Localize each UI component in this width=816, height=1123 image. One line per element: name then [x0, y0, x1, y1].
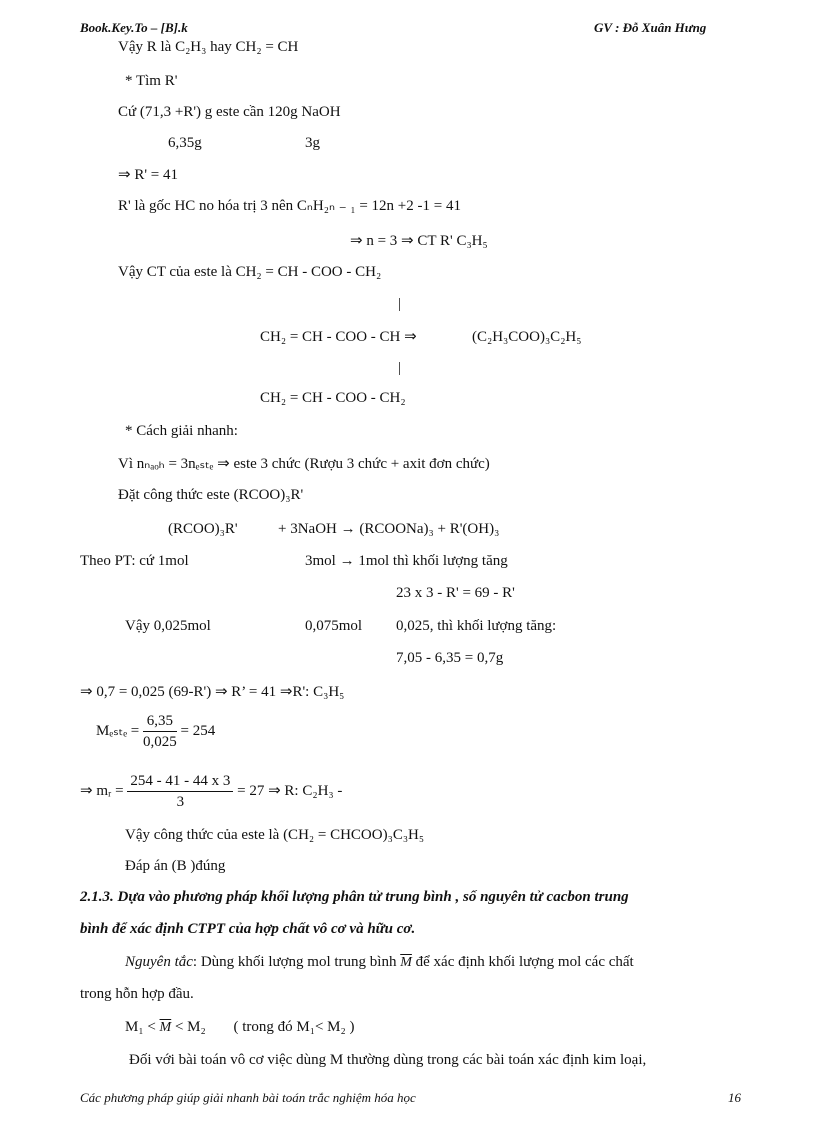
- line-4a: 6,35g: [168, 135, 202, 151]
- line-9b: (C₂H₃COO)₃C₂H₅: [472, 329, 582, 345]
- line-20: Vậy công thức của este là (CH₂ = CHCOO)₃C₃H₅: [125, 827, 425, 843]
- line-14a: (RCOO)₃R': [168, 521, 238, 537]
- line-17c: 0,025, thì khối lượng tăng:: [396, 618, 557, 634]
- line-5: ⇒ R' = 41: [118, 167, 178, 183]
- line-7: ⇒ n = 3 ⇒ CT R' C₃H₅: [350, 233, 488, 249]
- m-r-result: = 27 ⇒ R: C₂H₃ -: [237, 782, 343, 799]
- principle-text-b: để xác định khối lượng mol các chất: [415, 954, 634, 970]
- m-r-denominator: 3: [176, 794, 185, 810]
- m-r-numerator: 254 - 41 - 44 x 3: [127, 772, 233, 792]
- inequality-right: < M₂: [174, 1019, 206, 1035]
- page-number: 16: [728, 1090, 741, 1105]
- line-17a: Vậy 0,025mol: [125, 618, 211, 634]
- line-6: R' là gốc HC no hóa trị 3 nên CₙH₂ₙ ₋ ₁ = 12n +2 -1 = 41: [118, 198, 461, 214]
- m-este-fraction: [143, 712, 177, 751]
- m-este-formula: [96, 712, 215, 751]
- inequality-note: ( trong đó M₁< M₂ ): [233, 1019, 355, 1035]
- line-15a: Theo PT: cứ 1mol: [80, 553, 189, 569]
- bond-bar-1: |: [398, 296, 402, 312]
- section-heading-1: 2.1.3. Dựa vào phương pháp khối lượng phân tử trung bình , số nguyên tử cacbon trung: [80, 889, 629, 905]
- header-left: Book.Key.To – [B].k: [80, 20, 188, 35]
- inequality-left: M₁ <: [125, 1019, 156, 1035]
- principle-label: Nguyên tắc: [125, 954, 193, 970]
- inequality-line: [125, 1018, 354, 1037]
- section-heading-2: bình để xác định CTPT của hợp chất vô cơ và hữu cơ.: [80, 921, 416, 937]
- line-16: 23 x 3 - R' = 69 - R': [396, 585, 515, 601]
- footer-left: Các phương pháp giúp giải nhanh bài toán trắc nghiệm hóa học: [80, 1090, 416, 1105]
- line-11: * Cách giải nhanh:: [125, 423, 238, 439]
- m-r-label: ⇒ mᵣ =: [80, 782, 124, 799]
- line-14b: + 3NaOH → (RCOONa)₃ + R'(OH)₃: [278, 521, 500, 537]
- line-15b: 3mol → 1mol thì khối lượng tăng: [305, 553, 508, 569]
- header-right: GV : Đỗ Xuân Hưng: [594, 20, 707, 35]
- m-bar-symbol: $\overline{M}$: [400, 955, 412, 970]
- line-19: ⇒ 0,7 = 0,025 (69-R') ⇒ R’ = 41 ⇒R': C₃H₅: [80, 684, 345, 700]
- line-17b: 0,075mol: [305, 618, 363, 634]
- bond-bar-2: |: [398, 360, 402, 376]
- line-12: Vì nₙₐₒₕ = 3nₑₛₜₑ ⇒ este 3 chức (Rượu 3 chức + axit đơn chức): [118, 456, 490, 472]
- m-este-result: = 254: [180, 722, 216, 739]
- line-8: Vậy CT của este là CH₂ = CH - COO - CH₂: [118, 264, 382, 280]
- m-este-label: Mₑₛₜₑ =: [96, 722, 140, 739]
- principle-line-1: [125, 953, 634, 972]
- principle-line-2: trong hỗn hợp đầu.: [80, 986, 194, 1002]
- paragraph-2: Đối với bài toán vô cơ việc dùng M thường dùng trong các bài toán xác định kim loại,: [129, 1052, 647, 1068]
- m-bar-symbol-2: $\overline{M}$: [159, 1020, 172, 1035]
- line-2: * Tìm R': [125, 73, 178, 89]
- line-13: Đặt công thức este (RCOO)₃R': [118, 487, 304, 503]
- m-r-formula: [80, 772, 342, 811]
- line-4b: 3g: [305, 135, 320, 151]
- m-este-denominator: 0,025: [143, 734, 177, 750]
- line-21: Đáp án (B )đúng: [125, 858, 226, 874]
- line-18: 7,05 - 6,35 = 0,7g: [396, 650, 504, 666]
- m-este-numerator: 6,35: [143, 712, 177, 732]
- principle-text-a: : Dùng khối lượng mol trung bình: [192, 954, 397, 970]
- line-10: CH₂ = CH - COO - CH₂: [260, 390, 406, 406]
- m-r-fraction: [127, 772, 233, 811]
- line-1: Vậy R là C₂H₃ hay CH₂ = CH: [118, 39, 299, 55]
- line-9a: CH₂ = CH - COO - CH ⇒: [260, 329, 417, 345]
- line-3: Cứ (71,3 +R') g este cần 120g NaOH: [118, 104, 341, 120]
